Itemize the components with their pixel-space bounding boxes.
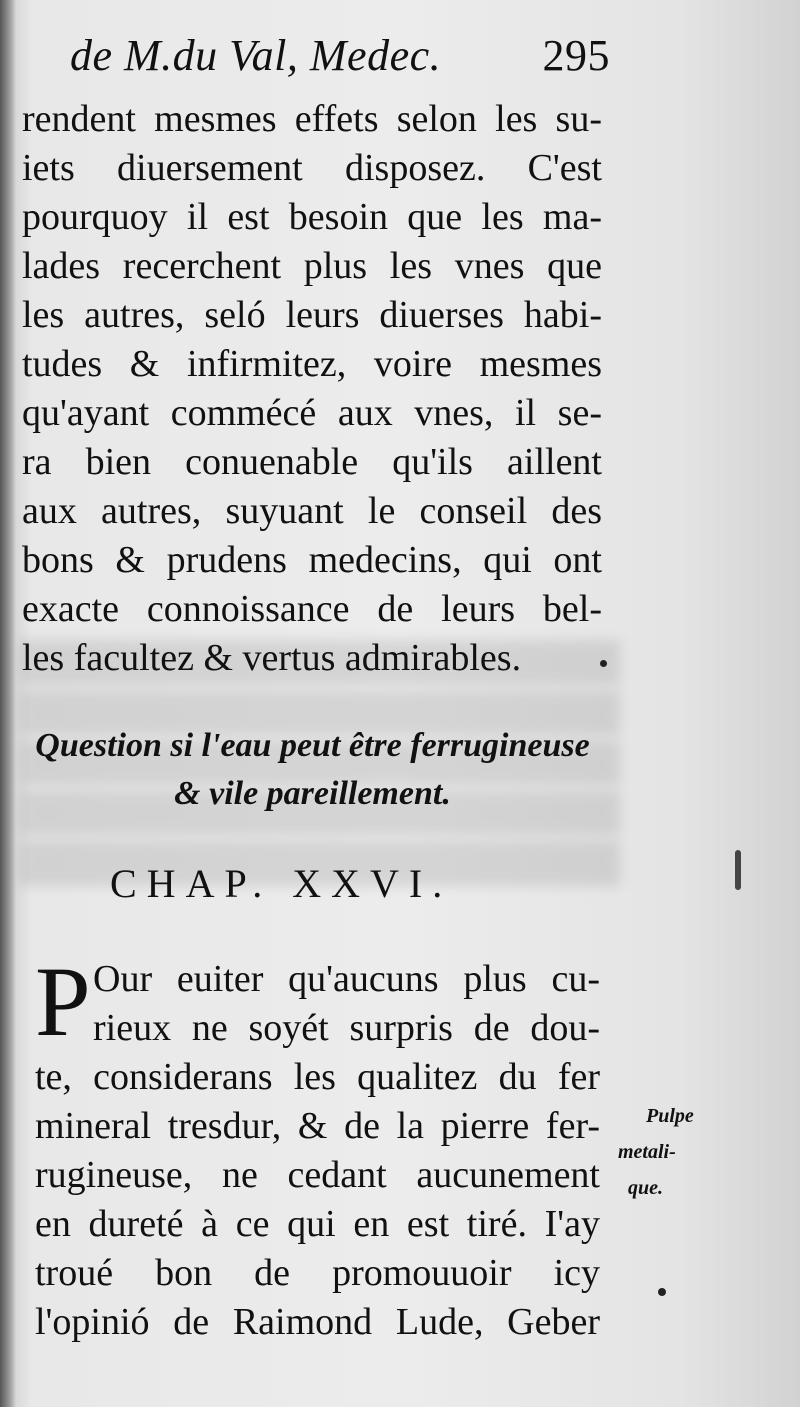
- ink-speck: [600, 660, 607, 667]
- section-title-line-1: Question si l'eau peut être ferrugineuse: [35, 727, 590, 764]
- chapter-heading: CHAP. XXVI.: [110, 861, 453, 906]
- text-line: qu'ayant commécé aux vnes, il se-: [22, 392, 602, 434]
- running-title: de M.du Val, Medec.: [70, 31, 442, 80]
- text-line: rendent mesmes effets selon les su-: [22, 98, 602, 140]
- margin-note-line: Pulpe: [646, 1105, 694, 1127]
- margin-note: [618, 1098, 728, 1206]
- text-line: rugineuse, ne cedant aucunement: [35, 1154, 600, 1196]
- text-line: Our euiter qu'aucuns plus cu-: [93, 958, 600, 1000]
- text-line: pourquoy il est besoin que les ma-: [22, 196, 602, 238]
- text-line: troué bon de promouuoir icy: [35, 1252, 600, 1294]
- section-title: [25, 722, 600, 818]
- ink-speck: [735, 850, 741, 890]
- text-line: aux autres, suyuant le conseil des: [22, 490, 602, 532]
- text-line: exacte connoissance de leurs bel-: [22, 588, 602, 630]
- text-line: lades recerchent plus les vnes que: [22, 245, 602, 287]
- text-line: les autres, seló leurs diuerses habi-: [22, 294, 602, 336]
- margin-note-line: metali-: [618, 1141, 676, 1163]
- page-number: 295: [542, 31, 610, 80]
- text-line: mineral tresdur, & de la pierre fer-: [35, 1105, 600, 1147]
- text-line: tudes & infirmitez, voire mesmes: [22, 343, 602, 385]
- text-line: rieux ne soyét surpris de dou-: [93, 1007, 600, 1049]
- text-line: en dureté à ce qui en est tiré. I'ay: [35, 1203, 600, 1245]
- paragraph-2: [35, 946, 600, 1347]
- drop-cap: P: [35, 946, 91, 1057]
- text-line: bons & prudens medecins, qui ont: [22, 539, 602, 581]
- running-header: [70, 30, 610, 100]
- text-line: te, considerans les qualitez du fer: [35, 1056, 600, 1098]
- margin-note-line: que.: [628, 1177, 663, 1199]
- paragraph-1: [22, 95, 602, 683]
- text-line: l'opinió de Raimond Lude, Geber: [35, 1301, 600, 1343]
- section-title-line-2: & vile pareillement.: [174, 775, 451, 812]
- spine-shadow: [0, 0, 16, 1407]
- text-line: iets diuersement disposez. C'est: [22, 147, 602, 189]
- text-line: les facultez & vertus admirables.: [22, 637, 522, 679]
- text-line: ra bien conuenable qu'ils aillent: [22, 441, 602, 483]
- ink-speck: [658, 1288, 666, 1296]
